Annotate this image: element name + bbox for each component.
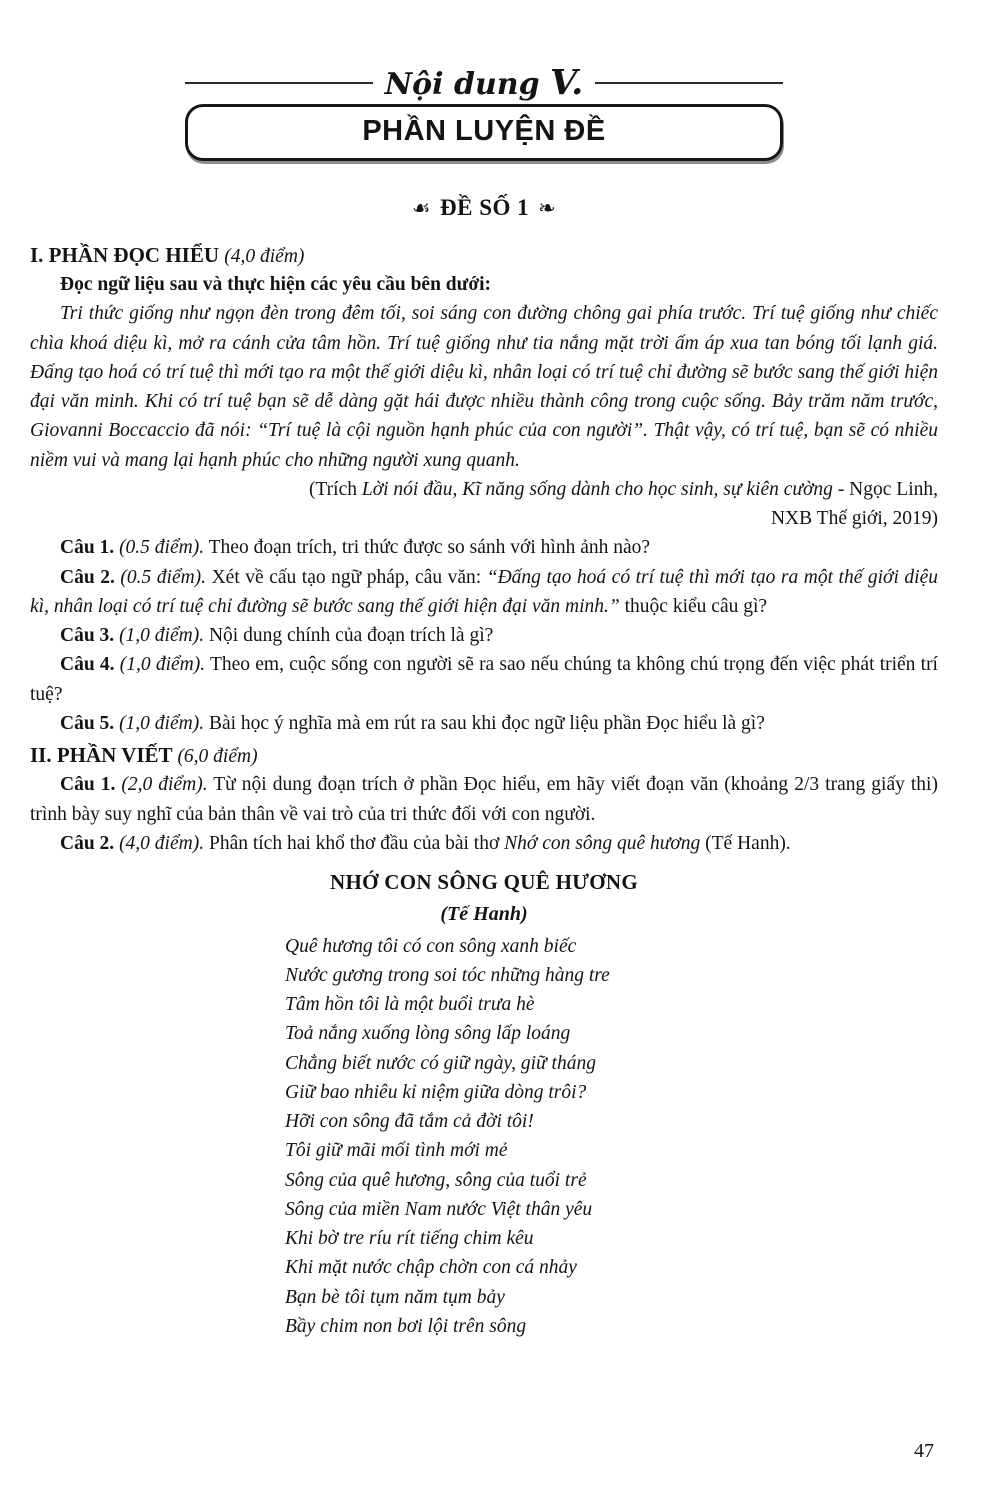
exam-title: ĐỀ SỐ 1 <box>440 195 530 221</box>
content-part-heading <box>185 64 783 103</box>
question-label: Câu 2. <box>60 566 115 588</box>
question-text: Xét về cấu tạo ngữ pháp, câu văn: <box>211 566 487 588</box>
task-text-after: (Tế Hanh). <box>700 832 791 854</box>
work-title: Nhớ con sông quê hương <box>504 832 701 854</box>
poem-lines <box>285 932 938 1342</box>
reading-section-heading <box>30 241 938 270</box>
task-label: Câu 1. <box>60 774 116 796</box>
reading-section-title: I. PHẦN ĐỌC HIỂU <box>30 242 220 267</box>
section-title-box <box>185 104 783 162</box>
poem-line: Quê hương tôi có con sông xanh biếc <box>285 935 577 957</box>
source-work-title: Lời nói đầu, Kĩ năng sống dành cho học sinh, sự kiên cường <box>361 478 833 500</box>
question-5 <box>30 709 938 738</box>
poem-line: Hỡi con sông đã tắm cả đời tôi! <box>285 1111 534 1133</box>
poem-line: Sông của quê hương, sông của tuổi trẻ <box>285 1169 587 1191</box>
reading-passage: Tri thức giống như ngọn đèn trong đêm tối, soi sáng con đường chông gai phía trước. Trí tuệ giống như chiếc chìa khoá diệu kì, mở ra cánh cửa tâm hồn. Trí tuệ giống như tia nắng mặt trời ấm áp xua tan bóng tối lạnh giá. Đấng tạo hoá có trí tuệ thì mới tạo ra một thế giới diệu kì, nhân loại có trí tuệ chỉ đường sẽ bước sang thế giới hiện đại văn minh. Khi có trí tuệ bạn sẽ dễ dàng gặt hái được nhiều thành công trong cuộc sống. Bảy trăm năm trước, Giovanni Boccaccio đã nói: “Trí tuệ là cội nguồn hạnh phúc của con người”. Thật vậy, có trí tuệ, bạn sẽ có nhiều niềm vui và mang lại hạnh phúc cho những người xung quanh. <box>30 303 938 471</box>
reading-instruction: Đọc ngữ liệu sau và thực hiện các yêu cầu bên dưới: <box>60 274 492 296</box>
writing-task-1 <box>30 770 938 829</box>
question-text: Theo đoạn trích, tri thức được so sánh với hình ảnh nào? <box>208 537 651 559</box>
question-text: Nội dung chính của đoạn trích là gì? <box>208 625 494 647</box>
question-text: Bài học ý nghĩa mà em rút ra sau khi đọc ngữ liệu phần Đọc hiểu là gì? <box>208 712 765 734</box>
question-points: (1,0 điểm). <box>119 654 206 676</box>
content-part-title <box>373 64 596 103</box>
source-citation <box>30 475 938 534</box>
poem <box>30 867 938 1341</box>
poem-title: NHỚ CON SÔNG QUÊ HƯƠNG <box>329 870 638 895</box>
page-number: 47 <box>914 1440 934 1462</box>
rule-right <box>595 82 783 84</box>
task-text: Từ nội dung đoạn trích ở phần Đọc hiểu, em hãy viết đoạn văn (khoảng 2/3 trang giấy thi) trình bày suy nghĩ của bản thân về vai trò của tri thức đối với con người. <box>30 774 938 825</box>
question-label: Câu 3. <box>60 625 115 647</box>
question-points: (1,0 điểm). <box>119 625 205 647</box>
question-text-after: thuộc kiểu câu gì? <box>619 595 768 617</box>
poem-line: Bầy chim non bơi lội trên sông <box>285 1315 527 1337</box>
writing-task-2 <box>30 829 938 858</box>
poem-line: Nước gương trong soi tóc những hàng tre <box>285 964 610 986</box>
question-label: Câu 4. <box>60 654 115 676</box>
poem-line: Khi bờ tre ríu rít tiếng chim kêu <box>285 1228 534 1250</box>
writing-section-title: II. PHẦN VIẾT <box>30 743 173 768</box>
source-line-2: NXB Thế giới, 2019) <box>770 508 938 530</box>
source-suffix: - Ngọc Linh, <box>832 478 938 500</box>
writing-section-points: (6,0 điểm) <box>177 746 258 768</box>
question-2 <box>30 563 938 622</box>
writing-section-heading <box>30 741 938 770</box>
poem-line: Khi mặt nước chập chờn con cá nhảy <box>285 1257 577 1279</box>
rule-left <box>185 82 373 84</box>
task-points: (4,0 điểm). <box>119 832 205 854</box>
exam-heading <box>30 191 938 226</box>
question-points: (1,0 điểm). <box>119 712 205 734</box>
reading-section-points: (4,0 điểm) <box>224 245 305 267</box>
poem-line: Tâm hồn tôi là một buổi trưa hè <box>285 994 535 1016</box>
poem-line: Toả nắng xuống lòng sông lấp loáng <box>285 1023 571 1045</box>
question-label: Câu 1. <box>60 537 115 559</box>
poem-line: Tôi giữ mãi mối tình mới mẻ <box>285 1140 508 1162</box>
poem-author: (Tế Hanh) <box>440 902 528 925</box>
question-text: Theo em, cuộc sống con người sẽ ra sao nếu chúng ta không chú trọng đến việc phát triển trí tuệ? <box>30 654 938 705</box>
poem-line: Chẳng biết nước có giữ ngày, giữ tháng <box>285 1052 596 1074</box>
script-title-numeral: V. <box>550 62 584 103</box>
task-text: Phân tích hai khổ thơ đầu của bài thơ <box>208 832 505 854</box>
question-points: (0.5 điểm). <box>120 566 207 588</box>
source-line-1 <box>30 475 938 504</box>
question-points: (0.5 điểm). <box>119 537 205 559</box>
task-label: Câu 2. <box>60 832 115 854</box>
question-label: Câu 5. <box>60 712 115 734</box>
masthead <box>185 64 783 161</box>
floral-ornament-right-icon: ❧ <box>538 196 557 221</box>
script-title-text: Nội dung <box>384 67 540 102</box>
question-1 <box>30 533 938 562</box>
poem-line: Giữ bao nhiêu kỉ niệm giữa dòng trôi? <box>285 1081 587 1103</box>
task-points: (2,0 điểm). <box>121 774 208 796</box>
question-4 <box>30 650 938 709</box>
question-3 <box>30 621 938 650</box>
source-prefix: (Trích <box>308 478 362 500</box>
poem-line: Bạn bè tôi tụm năm tụm bảy <box>285 1286 505 1308</box>
quoted-sentence: “Đấng tạo hoá có trí tuệ thì mới tạo ra một thế giới diệu kì, nhân loại có trí tuệ chỉ đường sẽ bước sang thế giới hiện đại văn minh.” <box>30 566 938 617</box>
floral-ornament-left-icon: ☙ <box>411 196 432 221</box>
section-title: PHẦN LUYỆN ĐỀ <box>362 114 606 147</box>
poem-line: Sông của miền Nam nước Việt thân yêu <box>285 1198 593 1220</box>
